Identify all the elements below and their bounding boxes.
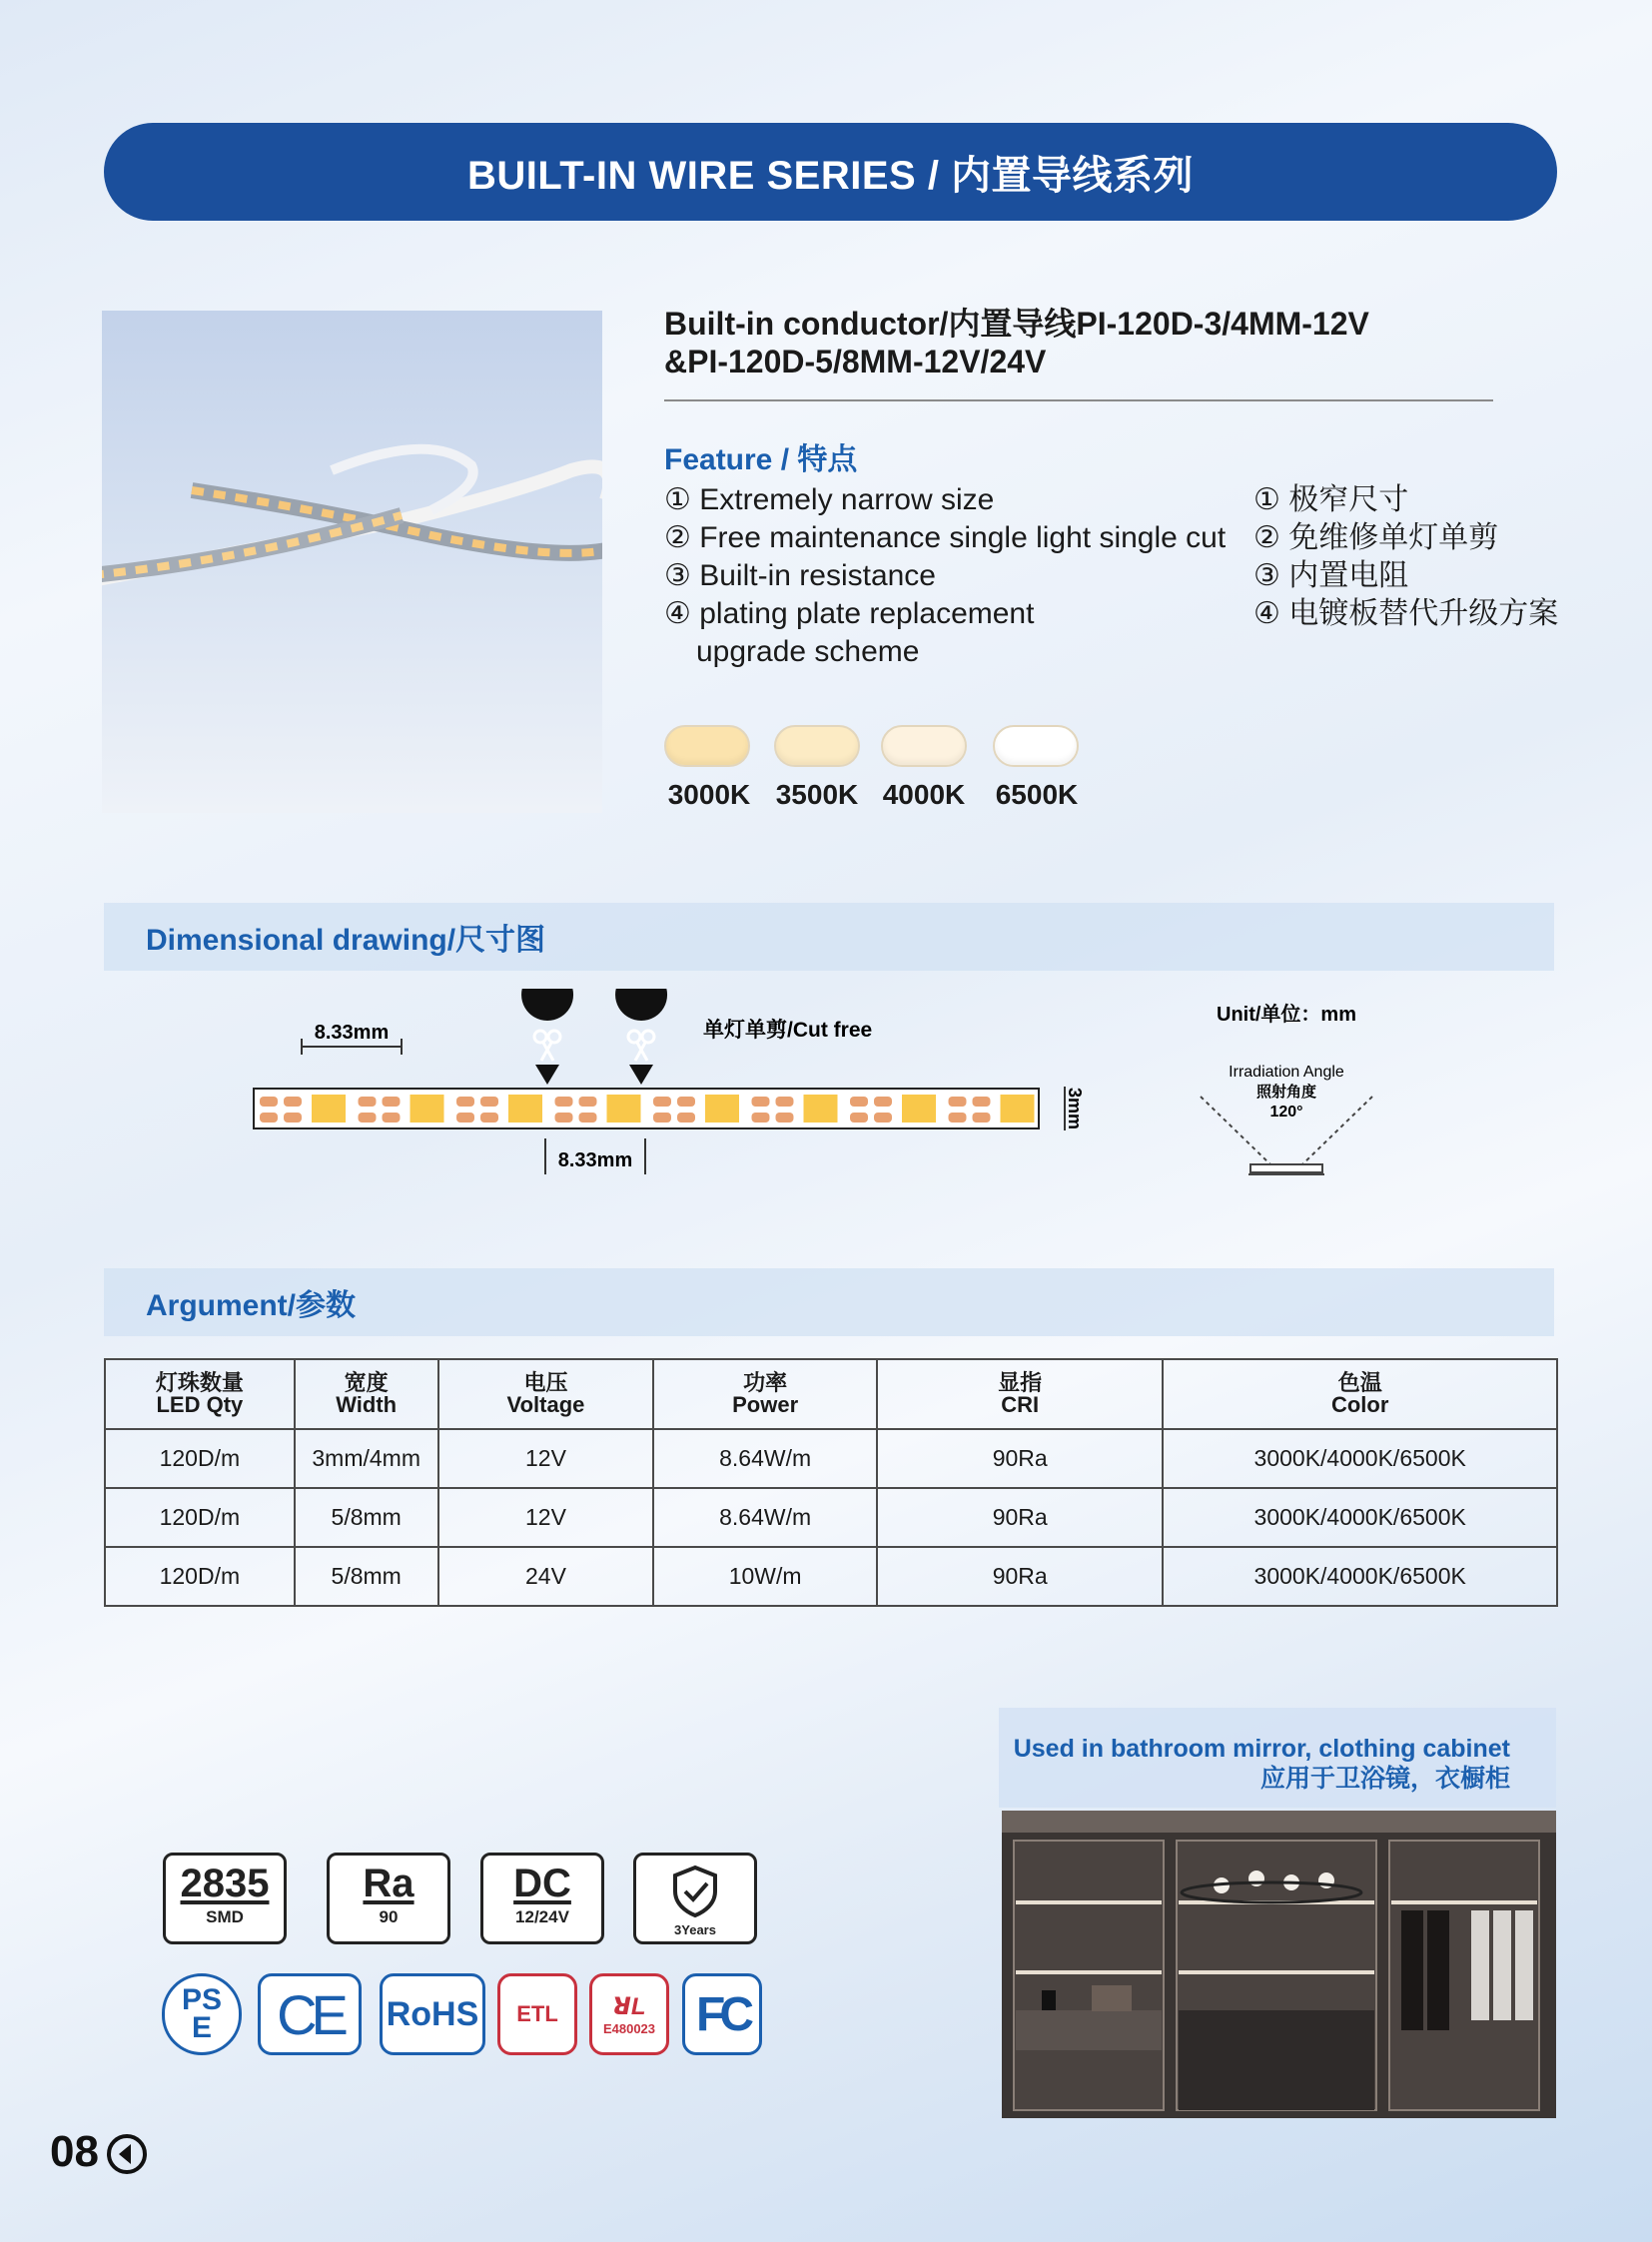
usage-en: Used in bathroom mirror, clothing cabinet	[1013, 1735, 1510, 1763]
shield-check-icon	[667, 1864, 723, 1919]
solder-pad	[850, 1097, 868, 1107]
fc-mark: FC	[682, 1973, 762, 2055]
product-title-line2: &PI-120D-5/8MM-12V/24V	[664, 344, 1047, 379]
header-color: 色温 Color	[1163, 1359, 1557, 1429]
wardrobe-illustration	[1002, 1811, 1556, 2118]
solder-pad	[359, 1097, 377, 1107]
feature-en-1: ① Extremely narrow size	[664, 483, 995, 516]
title-divider	[664, 399, 1493, 401]
table-cell: 3000K/4000K/6500K	[1163, 1547, 1557, 1606]
page-number-text: 08	[50, 2127, 99, 2176]
feature-en-3: ③ Built-in resistance	[664, 559, 936, 592]
argument-heading: Argument/参数	[146, 1289, 356, 1322]
wardrobe-photo	[1002, 1811, 1556, 2118]
feature-zh-4: ④ 电镀板替代升级方案	[1253, 597, 1559, 630]
solder-pad	[579, 1113, 597, 1122]
feature-list-en	[664, 481, 1253, 671]
feature-en-4-cont: upgrade scheme	[696, 635, 920, 668]
cut-icon	[615, 989, 667, 1085]
table-cell: 120D/m	[105, 1488, 295, 1547]
solder-pad	[874, 1113, 892, 1122]
table-cell: 3000K/4000K/6500K	[1163, 1429, 1557, 1488]
solder-pad	[383, 1113, 401, 1122]
solder-pad	[850, 1113, 868, 1122]
badge-dc: DC 12/24V	[480, 1853, 604, 1944]
strip-drawing-svg	[104, 989, 1554, 1218]
unit-label: Unit/单位：mm	[1217, 1004, 1356, 1026]
led-chip	[411, 1095, 444, 1122]
usage-box	[999, 1708, 1556, 1808]
table-cell: 12V	[438, 1429, 654, 1488]
swatch-6500k	[993, 725, 1079, 767]
series-title: BUILT-IN WIRE SERIES / 内置导线系列	[466, 153, 1195, 198]
solder-pad	[752, 1113, 770, 1122]
solder-pad	[456, 1097, 474, 1107]
solder-pad	[874, 1097, 892, 1107]
led-chip	[705, 1095, 739, 1122]
solder-pad	[949, 1113, 967, 1122]
etl-label: ETL	[516, 2001, 558, 2026]
swatch-3000k	[664, 725, 750, 767]
solder-pad	[776, 1097, 794, 1107]
swatch-3500k	[774, 725, 860, 767]
table-cell: 120D/m	[105, 1429, 295, 1488]
table-cell: 5/8mm	[295, 1488, 438, 1547]
feature-en-2: ② Free maintenance single light single cut	[664, 521, 1227, 554]
table-cell: 12V	[438, 1488, 654, 1547]
header-power: 功率 Power	[653, 1359, 877, 1429]
swatch-label-6500k: 6500K	[995, 779, 1079, 810]
table-cell: 8.64W/m	[653, 1488, 877, 1547]
dimension-heading: Dimensional drawing/尺寸图	[146, 924, 546, 957]
led-chip	[508, 1095, 542, 1122]
product-photo	[102, 311, 602, 813]
led-chip	[607, 1095, 641, 1122]
ul-mark	[589, 1973, 669, 2055]
rohs-mark: RoHS	[380, 1973, 485, 2055]
product-title-line1: Built-in conductor/内置导线PI-120D-3/4MM-12V	[664, 306, 1369, 342]
feature-zh-3: ③ 内置电阻	[1253, 559, 1409, 592]
led-chip	[804, 1095, 838, 1122]
table-cell: 90Ra	[877, 1429, 1163, 1488]
feature-zh-2: ② 免维修单灯单剪	[1253, 521, 1499, 554]
solder-pad	[480, 1113, 498, 1122]
header-cri: 显指 CRI	[877, 1359, 1163, 1429]
solder-pad	[653, 1113, 671, 1122]
angle-title: Irradiation Angle	[1229, 1064, 1344, 1081]
table-row	[105, 1547, 1557, 1606]
ce-mark: CE	[258, 1973, 362, 2055]
solder-pad	[973, 1097, 991, 1107]
table-cell: 5/8mm	[295, 1547, 438, 1606]
table-cell: 10W/m	[653, 1547, 877, 1606]
solder-pad	[752, 1097, 770, 1107]
table-header-row	[105, 1359, 1557, 1429]
cut-free-label: 单灯单剪/Cut free	[703, 1019, 873, 1042]
swatch-4000k	[881, 725, 967, 767]
dimension-heading-bar	[104, 903, 1554, 971]
solder-pad	[555, 1097, 573, 1107]
feature-list-zh	[1253, 481, 1583, 633]
swatch-label-3000k: 3000K	[667, 779, 751, 810]
pitch-top-label: 8.33mm	[314, 1022, 390, 1044]
pse-top: PS	[181, 1983, 223, 2016]
feature-en-4: ④ plating plate replacement	[664, 597, 1035, 630]
swatch-label-4000k: 4000K	[882, 779, 966, 810]
table-cell: 120D/m	[105, 1547, 295, 1606]
pitch-bottom-label: 8.33mm	[557, 1149, 633, 1171]
led-chip	[312, 1095, 346, 1122]
product-title	[664, 305, 1503, 380]
solder-pad	[383, 1097, 401, 1107]
solder-pad	[973, 1113, 991, 1122]
table-cell: 3mm/4mm	[295, 1429, 438, 1488]
table-row	[105, 1488, 1557, 1547]
page-number	[50, 2127, 151, 2177]
solder-pad	[677, 1097, 695, 1107]
swatch-label-3500k: 3500K	[775, 779, 859, 810]
led-chip	[1001, 1095, 1035, 1122]
header-width: 宽度 Width	[295, 1359, 438, 1429]
ul-icon: ꓤL	[612, 1993, 646, 2020]
solder-pad	[555, 1113, 573, 1122]
solder-pad	[284, 1097, 302, 1107]
table-cell: 90Ra	[877, 1488, 1163, 1547]
etl-mark	[497, 1973, 577, 2055]
solder-pad	[284, 1113, 302, 1122]
solder-pad	[260, 1113, 278, 1122]
badge-ra: Ra 90	[327, 1853, 450, 1944]
dimensional-drawing	[104, 989, 1554, 1218]
feature-zh-1: ① 极窄尺寸	[1253, 483, 1409, 516]
page-arrow-icon	[107, 2132, 151, 2176]
solder-pad	[579, 1097, 597, 1107]
cut-icon	[521, 989, 573, 1085]
led-strip-photo	[102, 311, 602, 813]
solder-pad	[359, 1113, 377, 1122]
table-row	[105, 1429, 1557, 1488]
usage-zh: 应用于卫浴镜，衣橱柜	[1259, 1765, 1510, 1793]
led-chip	[902, 1095, 936, 1122]
solder-pad	[653, 1097, 671, 1107]
badge-smd: 2835 SMD	[163, 1853, 287, 1944]
series-banner	[104, 123, 1557, 221]
header-led-qty: 灯珠数量 LED Qty	[105, 1359, 295, 1429]
pse-bottom: E	[191, 2011, 212, 2044]
argument-heading-bar	[104, 1268, 1554, 1336]
table-cell: 90Ra	[877, 1547, 1163, 1606]
solder-pad	[776, 1113, 794, 1122]
ul-number: E480023	[602, 2021, 656, 2036]
badge-warranty: 3Years	[633, 1853, 757, 1944]
solder-pad	[480, 1097, 498, 1107]
solder-pad	[949, 1097, 967, 1107]
strip-width-label: 3mm	[1065, 1087, 1085, 1130]
feature-heading: Feature / 特点	[664, 443, 858, 476]
angle-value: 120°	[1269, 1104, 1303, 1121]
solder-pad	[260, 1097, 278, 1107]
header-voltage: 电压 Voltage	[438, 1359, 654, 1429]
table-cell: 8.64W/m	[653, 1429, 877, 1488]
angle-zh: 照射角度	[1255, 1084, 1317, 1101]
solder-pad	[456, 1113, 474, 1122]
table-cell: 3000K/4000K/6500K	[1163, 1488, 1557, 1547]
spec-table	[104, 1358, 1558, 1607]
pse-mark	[162, 1973, 242, 2055]
table-cell: 24V	[438, 1547, 654, 1606]
solder-pad	[677, 1113, 695, 1122]
